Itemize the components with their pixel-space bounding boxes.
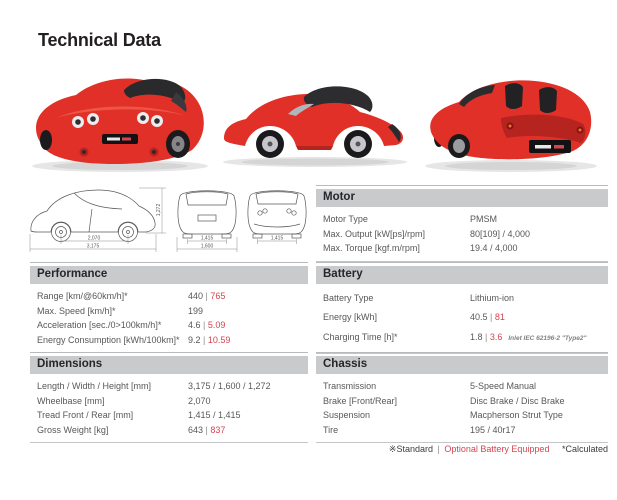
- spec-row: [37, 379, 308, 394]
- car-photo-side: [218, 78, 414, 174]
- spec-row: [37, 333, 308, 348]
- spec-row: [37, 304, 308, 319]
- optional-value: 837: [210, 424, 226, 435]
- spec-row: [37, 408, 308, 423]
- spec-label: Tire: [323, 424, 339, 435]
- spec-value: 2,070: [188, 395, 211, 406]
- spec-label: Energy Consumption [kWh/100km]*: [37, 334, 180, 345]
- spec-label: Charging Time [h]*: [323, 331, 398, 342]
- spec-label: Transmission: [323, 381, 377, 391]
- spec-label: Range [km/@60km/h]*: [37, 291, 128, 301]
- legend-footer: [288, 444, 608, 455]
- spec-label: Suspension: [323, 410, 371, 420]
- spec-label: Acceleration [sec./0>100km/h]*: [37, 320, 162, 330]
- spec-value: 5-Speed Manual: [470, 381, 537, 391]
- performance-rows: [30, 284, 308, 353]
- value-separator: |: [203, 424, 211, 435]
- spec-value: 199: [188, 305, 204, 316]
- battery-table: [316, 262, 608, 354]
- battery-rows: [316, 284, 608, 354]
- chassis-section-header: Chassis: [316, 356, 608, 374]
- dim-rear-tread: 1,415: [200, 235, 214, 242]
- divider: [316, 352, 608, 353]
- spec-row: [323, 394, 608, 409]
- divider: [30, 352, 308, 353]
- divider: [316, 262, 608, 263]
- legend-standard: ※Standard: [388, 444, 433, 454]
- dimensions-rows: [30, 374, 308, 443]
- spec-value: 440 | 765: [188, 291, 226, 301]
- spec-row: [323, 227, 608, 242]
- optional-value: 3.6: [489, 331, 503, 342]
- spec-row: [323, 212, 608, 227]
- motor-rows: [316, 207, 608, 262]
- dim-height: 1,272: [156, 203, 162, 217]
- dim-length: 3,175: [86, 243, 100, 250]
- page-title: Technical Data: [38, 30, 161, 50]
- spec-row: [323, 308, 608, 327]
- spec-row: [37, 394, 308, 409]
- spec-value: 40.5 | 81: [470, 312, 505, 323]
- dimension-drawing: [26, 183, 310, 261]
- car-photo-front-quarter: [26, 70, 218, 177]
- spec-label: Wheelbase [mm]: [37, 395, 105, 406]
- legend-calculated: *Calculated: [561, 444, 608, 454]
- dim-wheelbase: 2,070: [87, 235, 101, 242]
- value-note: Inlet IEC 62196-2 "Type2": [508, 334, 587, 342]
- motor-section-header: Motor: [316, 189, 608, 207]
- spec-value: 643 | 837: [188, 424, 226, 435]
- spec-row: [323, 408, 608, 423]
- dim-front-tread: 1,415: [270, 235, 284, 242]
- spec-value: 195 / 40r17: [470, 424, 516, 435]
- spec-label: Energy [kWh]: [323, 312, 378, 323]
- spec-label: Max. Speed [km/h]*: [37, 305, 116, 316]
- divider: [316, 185, 608, 186]
- value-separator: |: [482, 331, 490, 342]
- spec-value: 4.6 | 5.09: [188, 320, 226, 330]
- performance-table: [30, 262, 308, 353]
- spec-row: [37, 423, 308, 438]
- spec-row: [323, 423, 608, 438]
- spec-label: Length / Width / Height [mm]: [37, 381, 152, 391]
- spec-value: Macpherson Strut Type: [470, 410, 563, 420]
- spec-value: PMSM: [470, 214, 497, 224]
- spec-row: [323, 379, 608, 394]
- value-separator: |: [203, 291, 211, 301]
- chassis-table: [316, 352, 608, 443]
- spec-label: Battery Type: [323, 293, 374, 303]
- spec-value: 9.2 | 10.59: [188, 334, 231, 345]
- spec-label: Max. Output [kW[ps]/rpm]: [323, 228, 426, 239]
- spec-value: 1.8 | 3.6 Inlet IEC 62196-2 "Type2": [470, 331, 587, 342]
- battery-section-header: Battery: [316, 266, 608, 284]
- spec-row: [37, 318, 308, 333]
- value-separator: |: [200, 320, 208, 330]
- value-separator: |: [487, 312, 495, 323]
- divider: [30, 262, 308, 263]
- optional-value: 5.09: [207, 320, 226, 330]
- spec-value: Lithium-ion: [470, 293, 515, 303]
- optional-value: 10.59: [207, 334, 231, 345]
- spec-value: 80[109] / 4,000: [470, 228, 531, 239]
- dim-width: 1,600: [200, 243, 214, 250]
- spec-label: Brake [Front/Rear]: [323, 395, 398, 406]
- spec-row: [323, 241, 608, 256]
- spec-label: Max. Torque [kgf.m/rpm]: [323, 243, 420, 253]
- performance-section-header: Performance: [30, 266, 308, 284]
- spec-row: [323, 328, 608, 348]
- dimensions-section-header: Dimensions: [30, 356, 308, 374]
- optional-value: 765: [210, 291, 226, 301]
- value-separator: |: [200, 334, 208, 345]
- spec-value: 1,415 / 1,415: [188, 410, 241, 420]
- spec-label: Tread Front / Rear [mm]: [37, 410, 134, 420]
- dimensions-table: [30, 352, 308, 443]
- legend-separator: |: [437, 444, 440, 454]
- chassis-rows: [316, 374, 608, 443]
- car-photo-rear-quarter: [415, 66, 607, 178]
- spec-label: Gross Weight [kg]: [37, 424, 109, 435]
- spec-row: [37, 289, 308, 304]
- legend-optional: Optional Battery Equipped: [444, 444, 550, 454]
- spec-row: [323, 289, 608, 308]
- optional-value: 81: [494, 312, 505, 323]
- spec-value: Disc Brake / Disc Brake: [470, 395, 565, 406]
- motor-table: [316, 185, 608, 262]
- spec-value: 19.4 / 4,000: [470, 243, 518, 253]
- spec-value: 3,175 / 1,600 / 1,272: [188, 381, 271, 391]
- spec-label: Motor Type: [323, 214, 368, 224]
